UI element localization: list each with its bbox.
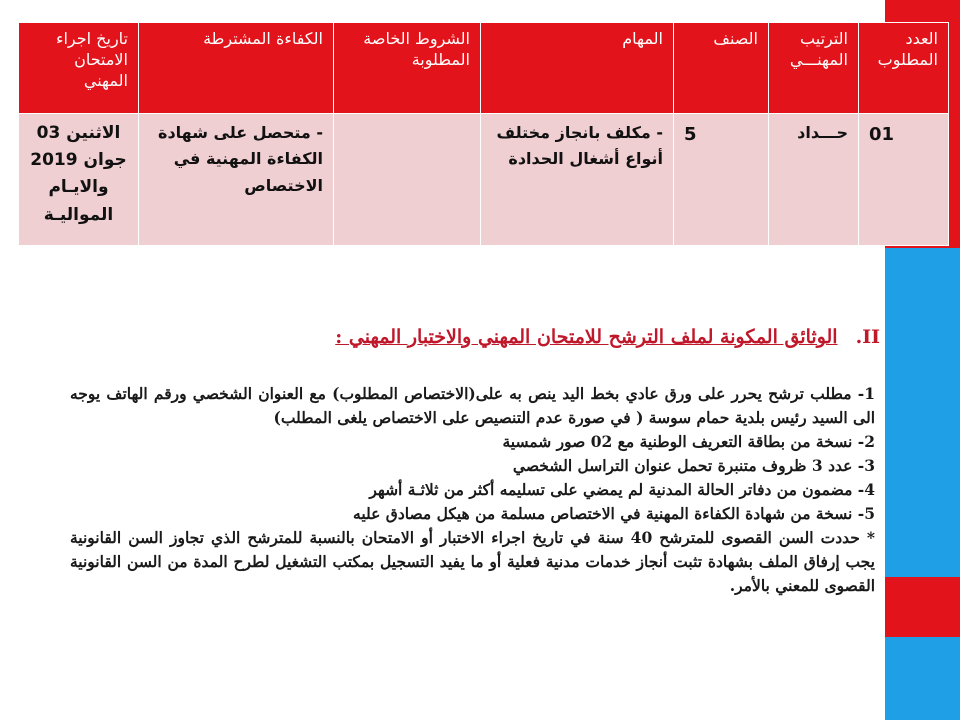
cell-grade: 5 [674, 114, 769, 246]
list-item: 4- مضمون من دفاتر الحالة المدنية لم يمضي على تسليمه أكثر من ثلاثـة أشهر [369, 480, 875, 500]
section-number: II. [855, 326, 880, 348]
header-tasks: المهام [481, 23, 674, 114]
list-item: 5- نسخة من شهادة الكفاءة المهنية في الاختصاص مسلمة من هيكل مصادق عليه [353, 504, 875, 524]
header-competence: الكفاءة المشترطة [139, 23, 334, 114]
header-rank: الترتيب المهنـــي [769, 23, 859, 114]
cell-special-conditions [334, 114, 481, 246]
header-grade: الصنف [674, 23, 769, 114]
header-count: العدد المطلوب [859, 23, 949, 114]
recruitment-table [18, 22, 948, 246]
cell-exam-date: الاثنين 03 جوان 2019 والايـام المواليـة [19, 114, 139, 246]
table-header-row [19, 23, 949, 114]
list-item: 1- مطلب ترشح يحرر على ورق عادي بخط اليد ينص به على(الاختصاص المطلوب) مع العنوان الشخصي ورقم الهاتف يوجه الى السيد رئيس بلدية حمام سوسة ( في صورة عدم التنصيص على الاختصاص يلغى المطلب) [70, 384, 875, 428]
list-item: 2- نسخة من بطاقة التعريف الوطنية مع 02 صور شمسية [502, 432, 875, 452]
header-special-conditions: الشروط الخاصة المطلوبة [334, 23, 481, 114]
documents-list [70, 382, 875, 598]
section-heading [335, 326, 880, 348]
header-exam-date: تاريخ اجراء الامتحان المهني [19, 23, 139, 114]
cell-competence: - متحصل على شهادة الكفاءة المهنية في الاختصاص [139, 114, 334, 246]
section-title: الوثائق المكونة لملف الترشح للامتحان المهني والاختبار المهني : [335, 326, 838, 348]
positions-table [18, 22, 949, 246]
cell-tasks: - مكلف بانجاز مختلف أنواع أشغال الحدادة [481, 114, 674, 246]
list-item: 3- عدد 3 ظروف متنبرة تحمل عنوان التراسل الشخصي [512, 456, 875, 476]
table-row [19, 114, 949, 246]
cell-rank: حـــداد [769, 114, 859, 246]
cell-count: 01 [859, 114, 949, 246]
list-item: * حددت السن القصوى للمترشح 40 سنة في تاريخ اجراء الاختبار أو الامتحان بالنسبة للمترشح الذي تجاوز السن القانونية يجب إرفاق الملف بشهادة تثبت أنجاز خدمات مدنية فعلية أو ما يفيد التسجيل بمكتب التشغيل لطرح المدة من السن القانونية القصوى للمعني بالأمر. [70, 528, 875, 596]
side-decoration-red-bottom [885, 577, 960, 637]
